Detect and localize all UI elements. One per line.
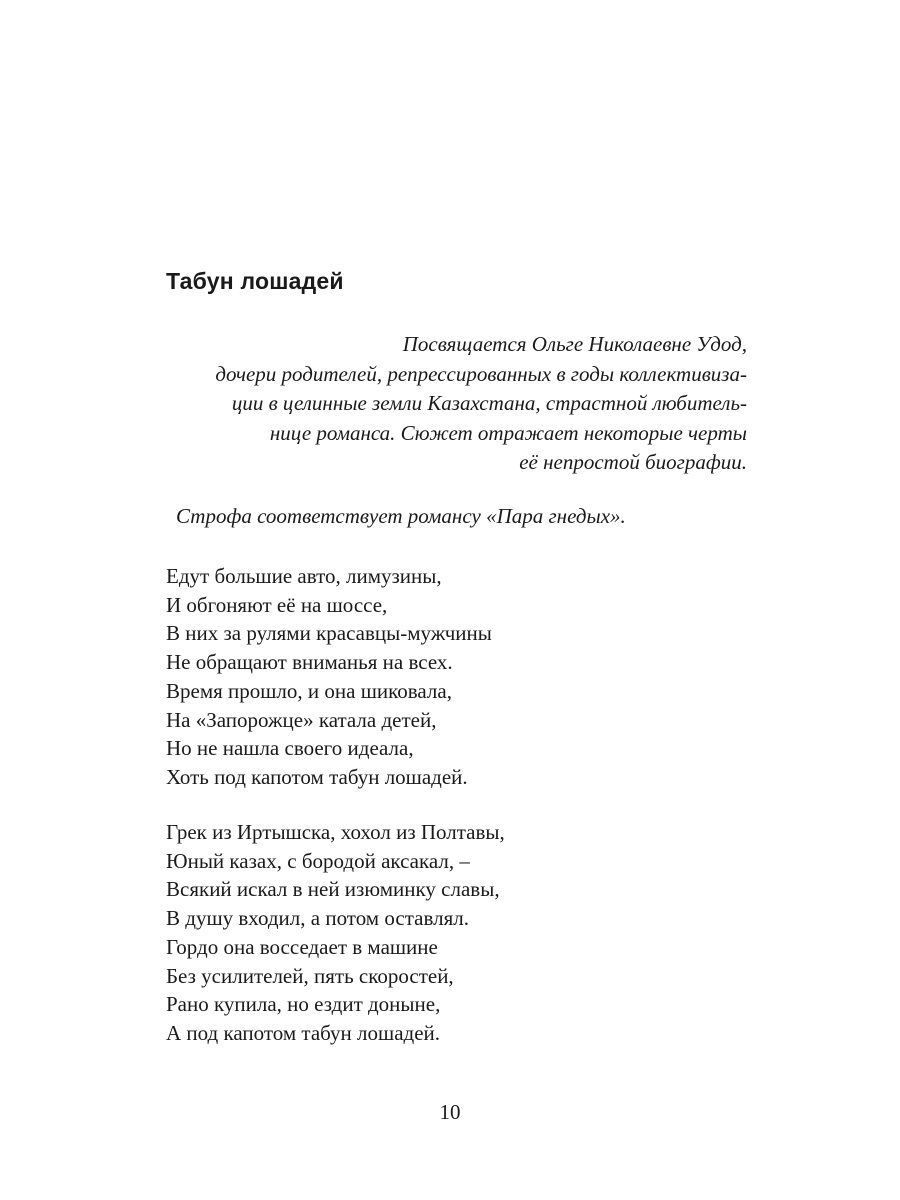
verse-line: Грек из Иртышска, хохол из Полтавы, [166,820,505,844]
stanza-1 [166,562,492,792]
verse-line: В них за рулями красавцы-мужчины [166,621,492,646]
verse-line: Время прошло, и она шиковала, [166,678,452,703]
verse-line: Едут большие авто, лимузины, [166,564,442,588]
page-number: 10 [439,1100,461,1124]
verse-line: Без усилителей, пять скоростей, [166,963,454,988]
verse-line: Не обращают вниманья на всех. [166,650,453,675]
dedication-line: Посвящается Ольге Николаевне Удод, [402,332,747,356]
verse-line: Но не нашла своего идеала, [166,736,414,761]
verse-line: Хоть под капотом табун лошадей. [166,764,468,789]
stanza-2 [166,818,505,1048]
verse-line: Рано купила, но ездит доныне, [166,992,441,1017]
dedication-line: дочери родителей, репрессированных в годы коллективиза- [215,361,747,386]
verse-line: В душу входил, а потом оставлял. [166,906,469,931]
dedication-line: нице романса. Сюжет отражает некоторые черты [269,420,747,445]
dedication-line: ции в целинные земли Казахстана, страстной любитель- [231,391,747,415]
verse-line: На «Запорожце» катала детей, [166,707,437,732]
poem-title: Табун лошадей [166,268,344,294]
dedication-line: её непростой биографии. [519,450,747,474]
verse-line: Гордо она восседает в машине [166,934,438,959]
verse-line: Всякий искал в ней изюминку славы, [166,877,500,902]
dedication [120,330,747,478]
verse-line: А под капотом табун лошадей. [166,1020,441,1045]
epigraph: Строфа соответствует романсу «Пара гнедых». [176,504,626,528]
verse-line: Юный казах, с бородой аксакал, – [166,848,470,873]
verse-line: И обгоняют её на шоссе, [166,592,388,617]
